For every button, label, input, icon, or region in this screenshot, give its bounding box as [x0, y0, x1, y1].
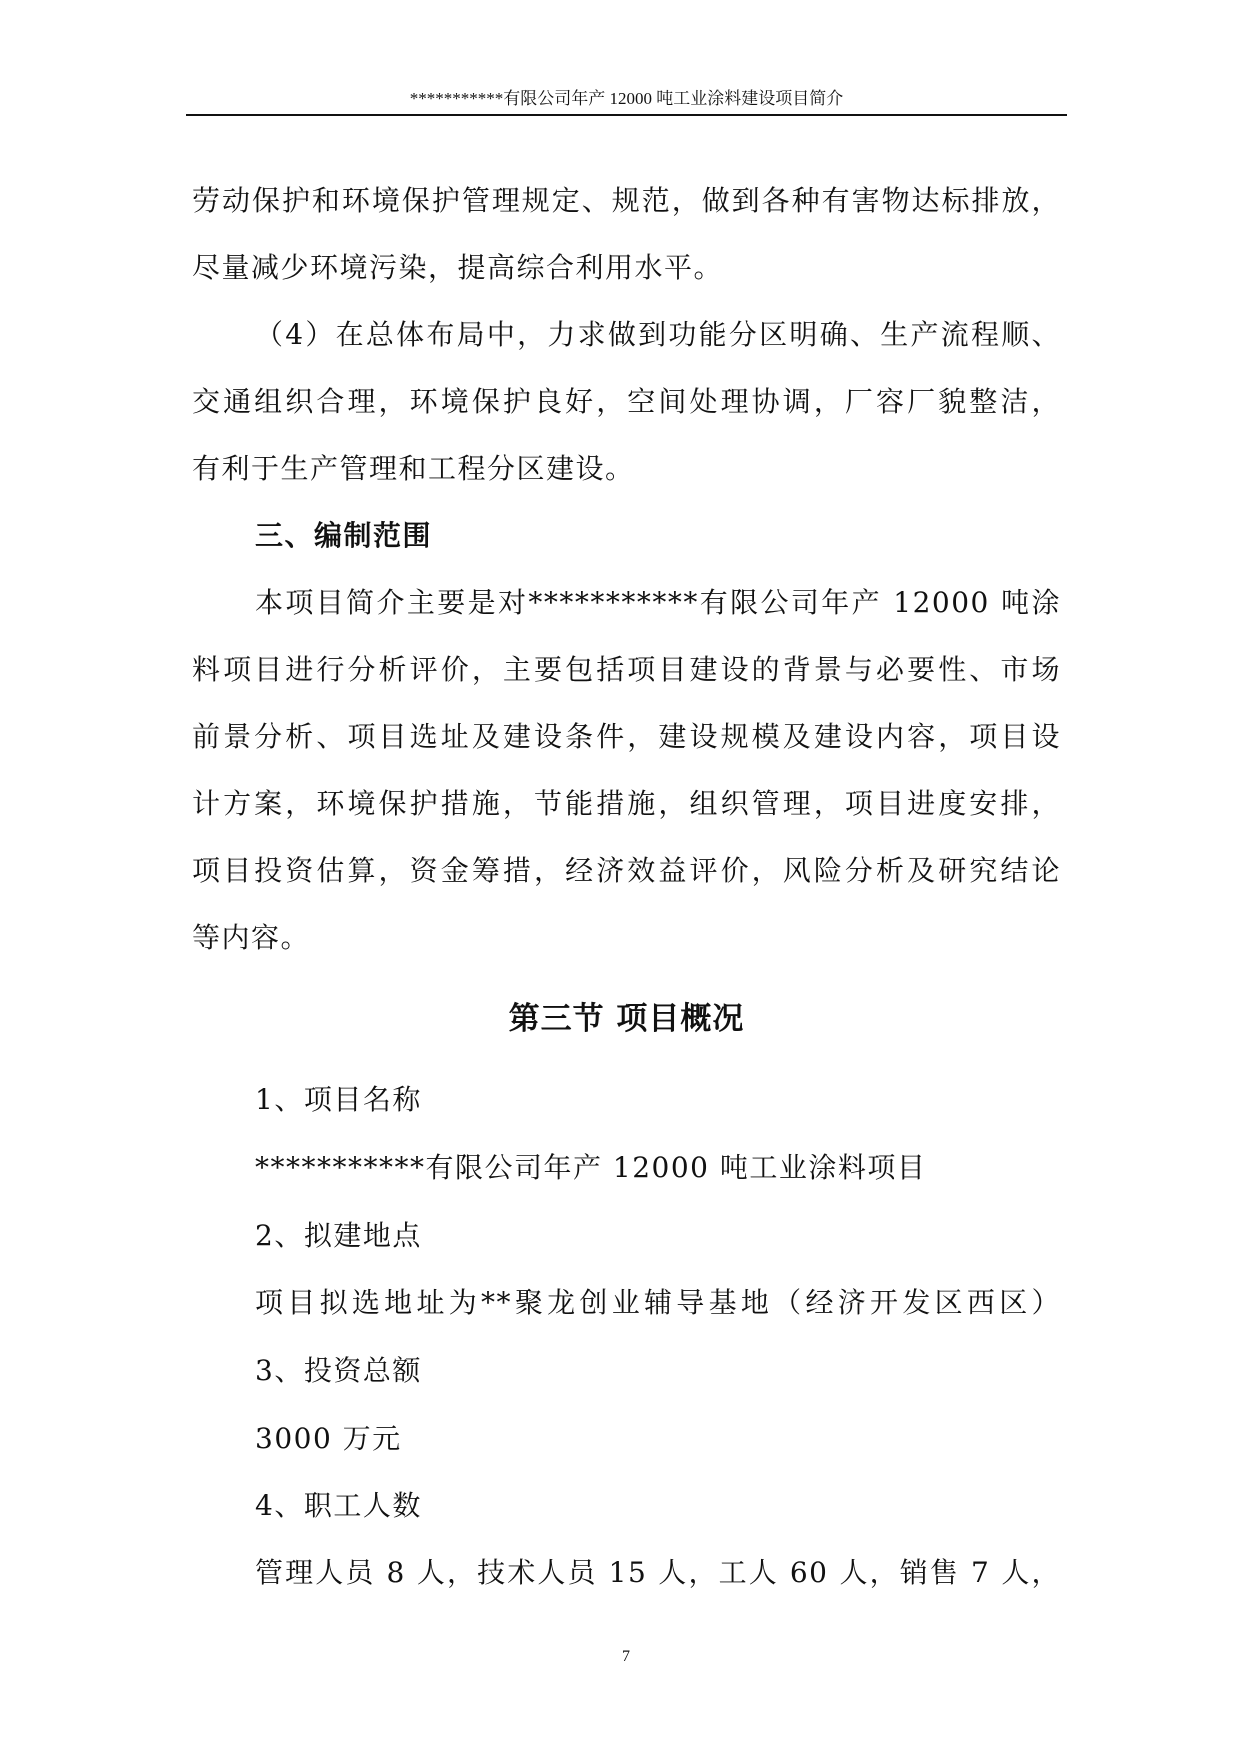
- body-line: 料项目进行分析评价，主要包括项目建设的背景与必要性、市场: [192, 653, 1061, 686]
- body-line: 有利于生产管理和工程分区建设。: [192, 452, 635, 485]
- list-item-text: 管理人员 8 人，技术人员 15 人，工人 60 人，销售 7 人，: [255, 1556, 1061, 1589]
- body-line: 等内容。: [192, 921, 311, 954]
- body-line: 本项目简介主要是对***********有限公司年产 12000 吨涂: [255, 586, 1061, 619]
- body-line: 项目投资估算，资金筹措，经济效益评价，风险分析及研究结论: [192, 854, 1061, 887]
- list-item-heading: 1、项目名称: [255, 1083, 422, 1116]
- list-item-heading: 4、职工人数: [255, 1489, 422, 1522]
- running-header: ***********有限公司年产 12000 吨工业涂料建设项目简介: [409, 89, 844, 108]
- chapter-title: 第三节 项目概况: [508, 1001, 745, 1037]
- page-number: 7: [622, 1648, 630, 1665]
- list-item-text: 3000 万元: [255, 1422, 402, 1455]
- header-rule: [186, 114, 1067, 116]
- body-line: 前景分析、项目选址及建设条件，建设规模及建设内容，项目设: [192, 720, 1061, 753]
- body-line: （4）在总体布局中，力求做到功能分区明确、生产流程顺、: [255, 318, 1061, 351]
- body-line: 劳动保护和环境保护管理规定、规范，做到各种有害物达标排放，: [192, 184, 1061, 217]
- list-item-heading: 3、投资总额: [255, 1354, 422, 1387]
- list-item-text: ***********有限公司年产 12000 吨工业涂料项目: [255, 1151, 927, 1184]
- body-line: 尽量减少环境污染，提高综合利用水平。: [192, 251, 724, 284]
- body-line: 计方案，环境保护措施，节能措施，组织管理，项目进度安排，: [192, 787, 1061, 820]
- list-item-text: 项目拟选地址为**聚龙创业辅导基地（经济开发区西区）: [255, 1286, 1061, 1319]
- list-item-heading: 2、拟建地点: [255, 1219, 422, 1252]
- body-line: 交通组织合理，环境保护良好，空间处理协调，厂容厂貌整洁，: [192, 385, 1061, 418]
- section-heading: 三、编制范围: [255, 519, 433, 552]
